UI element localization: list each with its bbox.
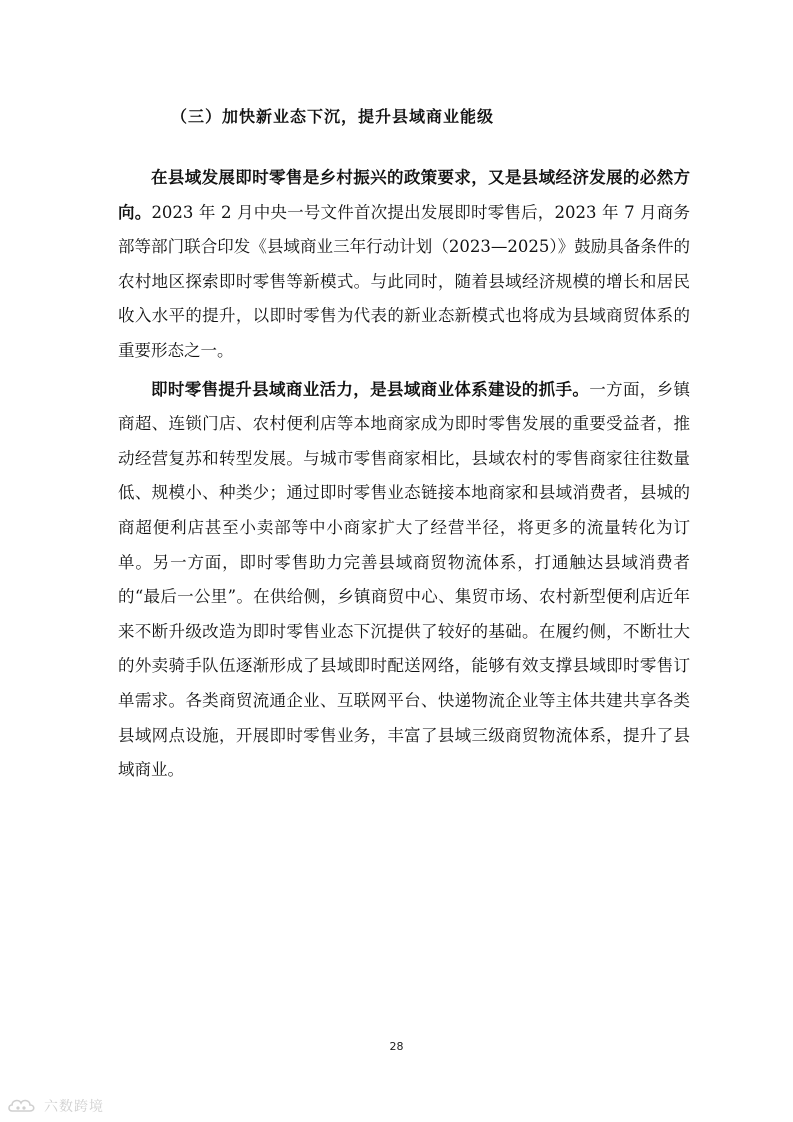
paragraph-1 [118, 161, 690, 369]
body-text [118, 161, 690, 788]
paragraph-2-text: 一方面，乡镇商超、连锁门店、农村便利店等本地商家成为即时零售发展的重要受益者，推动经营复苏和转型发展。与城市零售商家相比，县域农村的零售商家往往数量低、规模小、种类少；通过即时零售业态链接本地商家和县域消费者，县城的商超便利店甚至小卖部等中小商家扩大了经营半径，将更多的流量转化为订单。另一方面，即时零售助力完善县域商贸物流体系，打通触达县域消费者的“最后一公里”。在供给侧，乡镇商贸中心、集贸市场、农村新型便利店近年来不断升级改造为即时零售业态下沉提供了较好的基础。在履约侧，不断壮大的外卖骑手队伍逐渐形成了县域即时配送网络，能够有效支撑县域即时零售订单需求。各类商贸流通企业、互联网平台、快递物流企业等主体共建共享各类县域网点设施，开展即时零售业务，丰富了县域三级商贸物流体系，提升了县域商业。 [118, 379, 691, 780]
cloud-logo-icon [6, 1096, 38, 1116]
watermark [6, 1094, 104, 1118]
paragraph-1-text: 2023 年 2 月中央一号文件首次提出发展即时零售后，2023 年 7 月商务部等部门联合印发《县域商业三年行动计划（2023—2025）》鼓励具备条件的农村地区探索即时零售等新模式。与此同时，随着县域经济规模的增长和居民收入水平的提升，以即时零售为代表的新业态新模式也将成为县域商贸体系的重要形态之一。 [118, 202, 691, 360]
paragraph-1-lead: 在县域发展即时零售是乡村振兴的政策要求，又是县域经济发展的必然方向。 [118, 168, 690, 222]
watermark-text: 六数跨境 [44, 1099, 104, 1115]
paragraph-2 [118, 373, 690, 788]
page-number: 28 [389, 1040, 404, 1053]
section-heading: （三）加快新业态下沉，提升县域商业能级 [171, 107, 495, 126]
paragraph-2-lead: 即时零售提升县域商业活力，是县域商业体系建设的抓手。 [151, 379, 590, 399]
